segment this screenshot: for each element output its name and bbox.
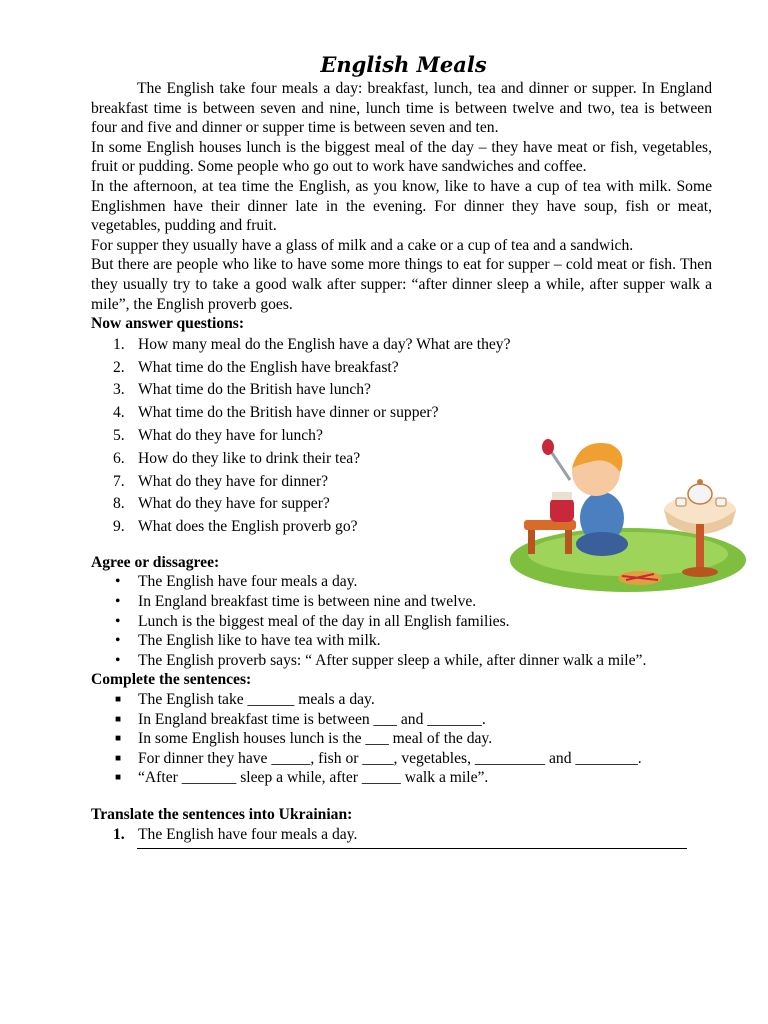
item-number: 6.	[113, 449, 125, 467]
teacup-icon	[716, 498, 726, 506]
item-text: The English have four meals a day.	[138, 825, 358, 843]
spoon-bowl	[542, 439, 554, 455]
list-item	[91, 357, 712, 380]
square-bullet-icon: ■	[115, 772, 122, 784]
square-bullet-icon: ■	[115, 752, 122, 764]
item-number: 1.	[113, 825, 125, 843]
answer-line[interactable]	[137, 848, 687, 849]
item-number: 7.	[113, 472, 125, 490]
teapot-lid	[697, 479, 703, 485]
item-text: What do they have for dinner?	[138, 472, 329, 490]
complete-list	[91, 690, 712, 788]
complete-heading: Complete the sentences:	[91, 671, 252, 689]
item-text: In England breakfast time is between ___ and _______.	[138, 710, 486, 728]
jar-lid	[552, 492, 572, 500]
item-text: The English have four meals a day.	[138, 573, 358, 591]
bullet-icon: •	[115, 612, 121, 630]
item-text: The English proverb says: “ After supper sleep a while, after dinner walk a mile”.	[138, 651, 647, 669]
list-item	[91, 631, 712, 651]
list-item	[91, 651, 712, 671]
table-pedestal	[696, 524, 704, 568]
list-item	[91, 334, 712, 357]
table-base	[682, 567, 718, 577]
list-item	[91, 612, 712, 632]
item-text: What do they have for supper?	[138, 495, 330, 513]
item-text: What do they have for lunch?	[138, 426, 323, 444]
paragraph: In the afternoon, at tea time the English, as you know, like to have a cup of tea with milk. Some Englishmen have their dinner late in the evening. For dinner they have soup, fish or meat, vegetables, pudding and fruit.	[91, 177, 712, 235]
item-text: In some English houses lunch is the ___ meal of the day.	[138, 730, 493, 748]
item-text: Lunch is the biggest meal of the day in all English families.	[138, 612, 510, 630]
page-title: English Meals	[320, 52, 487, 77]
questions-heading: Now answer questions:	[91, 315, 245, 333]
teacup-icon	[676, 498, 686, 506]
square-bullet-icon: ■	[115, 694, 122, 706]
list-item	[91, 379, 712, 402]
list-item	[91, 825, 712, 845]
item-text: In England breakfast time is between nine and twelve.	[138, 593, 477, 611]
item-number: 2.	[113, 358, 125, 376]
square-bullet-icon: ■	[115, 733, 122, 745]
list-item	[91, 749, 712, 769]
paragraph: But there are people who like to have some more things to eat for supper – cold meat or fish. Then they usually try to take a good walk after supper: “after dinner sleep a while, after supper walk a mile”, the English proverb goes.	[91, 256, 712, 313]
bullet-icon: •	[115, 573, 121, 591]
teapot-icon	[688, 484, 712, 504]
item-text: How do they like to drink their tea?	[138, 449, 361, 467]
bullet-icon: •	[115, 632, 121, 650]
item-number: 5.	[113, 426, 125, 444]
list-item	[91, 729, 712, 749]
square-bullet-icon: ■	[115, 713, 122, 725]
list-item	[91, 768, 712, 788]
item-text: For dinner they have _____, fish or ____, vegetables, _________ and ________.	[138, 749, 642, 767]
child-trousers	[576, 532, 628, 556]
item-text: What time do the British have dinner or supper?	[138, 404, 439, 422]
paragraph: The English take four meals a day: breakfast, lunch, tea and dinner or supper. In England breakfast time is between seven and nine, lunch time is between twelve and two, tea is between four and five and dinner or supper time is between seven and ten.	[91, 80, 712, 137]
item-number: 3.	[113, 381, 125, 399]
item-text: What time do the British have lunch?	[138, 381, 371, 399]
table-leg	[565, 530, 572, 554]
translate-heading: Translate the sentences into Ukrainian:	[91, 806, 353, 824]
table-leg	[528, 530, 535, 554]
bullet-icon: •	[115, 651, 121, 669]
list-item	[91, 710, 712, 730]
paragraph: For supper they usually have a glass of milk and a cake or a cup of tea and a sandwich.	[91, 236, 634, 254]
item-text: What does the English proverb go?	[138, 518, 358, 536]
agree-heading: Agree or dissagree:	[91, 553, 220, 571]
translate-list	[91, 825, 712, 845]
item-text: The English like to have tea with milk.	[138, 632, 381, 650]
list-item	[91, 690, 712, 710]
item-number: 4.	[113, 404, 125, 422]
item-number: 9.	[113, 518, 125, 536]
item-text: “After _______ sleep a while, after _____ walk a mile”.	[138, 769, 489, 787]
bullet-icon: •	[115, 593, 121, 611]
child-tea-party-illustration	[510, 420, 750, 598]
spoon-icon	[550, 450, 570, 480]
paragraph: In some English houses lunch is the biggest meal of the day – they have meat or fish, vegetables, fruit or pudding. Some people who go out to work have sandwiches and coffee.	[91, 138, 712, 176]
item-number: 1.	[113, 335, 125, 353]
item-text: How many meal do the English have a day? What are they?	[138, 335, 511, 353]
item-number: 8.	[113, 495, 125, 513]
item-text: The English take ______ meals a day.	[138, 691, 375, 709]
item-text: What time do the English have breakfast?	[138, 358, 399, 376]
jam-jar-icon	[550, 498, 574, 522]
